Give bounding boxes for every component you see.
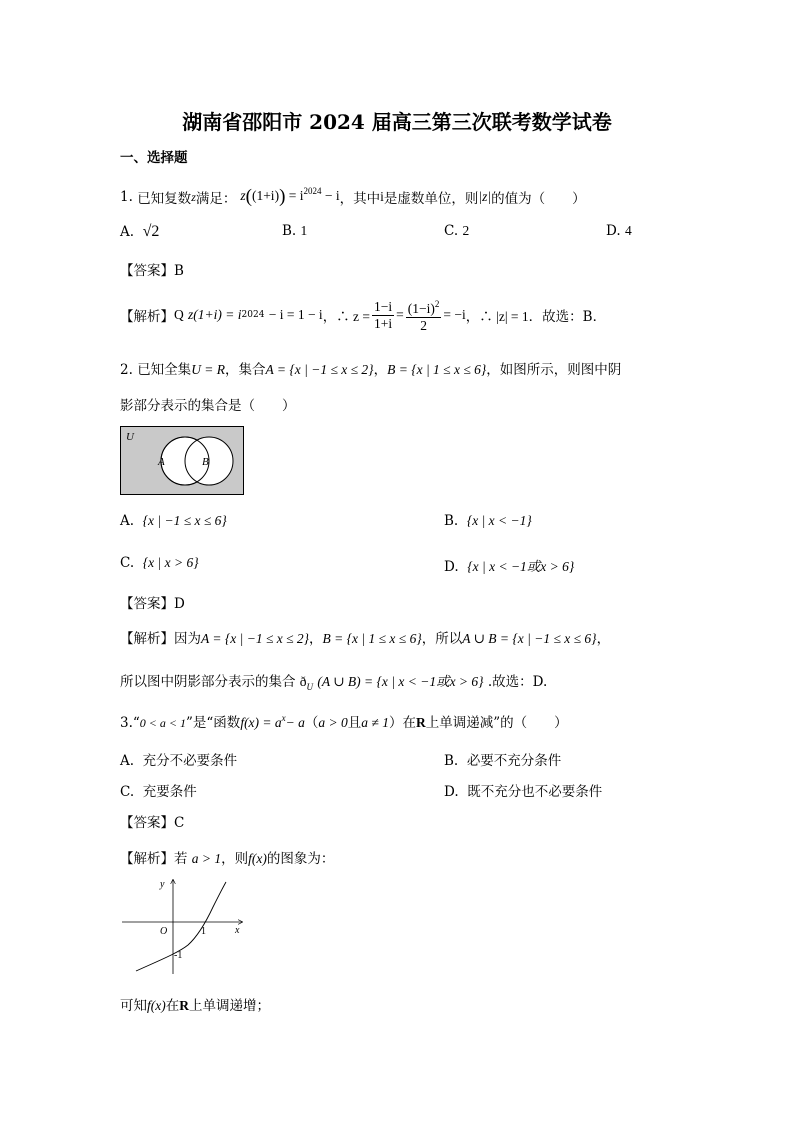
question-1-stem: 1. 已知复数 z 满足： $z((1+i)) = i^{2024} - i$ ，其中 i 是虚数单位，则 |z| 的值为（ ） <box>120 186 586 207</box>
x-axis-label: x <box>235 925 240 936</box>
paper-title: 湖南省邵阳市 2024 届高三第三次联考数学试卷 <box>182 110 612 134</box>
q3-option-b: B. 必要不充分条件 <box>444 753 562 769</box>
q2-option-b: B. {x | x < −1} <box>444 513 532 529</box>
q1-option-b: B. 1 <box>282 223 308 239</box>
q3-solution-line2: 可知f(x)在R上单调递增； <box>120 998 270 1014</box>
question-2-stem-line1: 2. 已知全集U = R，集合A = {x | −1 ≤ x ≤ 2}，B = {x | 1 ≤ x ≤ 6}，如图所示，则图中阴 <box>120 362 622 378</box>
q2-solution-line2: 所以图中阴影部分表示的集合 $ð_U$ (A ∪ B) = {x | x < −1或x > 6} .故选：D. <box>120 674 548 692</box>
q1-equation: $z((1+i)) = i^{2024} - i$ <box>240 186 340 207</box>
q3-solution-line1: 【解析】若 a > 1，则f(x)的图象为： <box>120 851 335 867</box>
q3-option-d: D. 既不充分也不必要条件 <box>444 784 603 800</box>
q2-option-d: D. {x | x < −1或x > 6} <box>444 559 575 575</box>
origin-label: O <box>160 926 168 937</box>
q3-answer: 【答案】C <box>120 815 185 831</box>
venn-label-u: U <box>126 431 134 443</box>
q2-option-c: C. {x | x > 6} <box>120 555 199 571</box>
q3-option-a: A. 充分不必要条件 <box>120 753 238 769</box>
q2-solution-line1: 【解析】因为A = {x | −1 ≤ x ≤ 2}，B = {x | 1 ≤ x ≤ 6}，所以A ∪ B = {x | −1 ≤ x ≤ 6}， <box>120 631 611 647</box>
question-2-stem-line2: 影部分表示的集合是（ ） <box>120 398 296 414</box>
q1-answer: 【答案】B <box>120 263 184 279</box>
x-tick-label: 1 <box>201 926 206 937</box>
y-tick-label: -1 <box>174 950 183 961</box>
q2-option-a: A. {x | −1 ≤ x ≤ 6} <box>120 513 227 529</box>
question-3-stem: 3.“0 < a < 1”是“函数$f(x) = a^x- a(a > 0$且a ≠ 1）在R上单调递减”的（ ） <box>120 713 568 731</box>
q1-solution: 【解析】 Q z(1+i) = i 2024 − i = 1 − i ，∴ z = $\frac{1-i}{1+i}$ = $\frac{(1-i)^2}{2}$ = −i ，∴ |z| = 1 ．故选：B． <box>120 296 606 334</box>
q1-option-a: A. √2 <box>120 223 160 240</box>
venn-diagram <box>120 426 244 495</box>
venn-label-b: B <box>202 456 209 468</box>
q2-answer: 【答案】D <box>120 596 185 612</box>
y-axis-label: y <box>160 879 165 890</box>
exponential-graph <box>118 872 248 977</box>
section-heading: 一、选择题 <box>120 150 188 166</box>
q1-option-d: D. 4 <box>606 223 632 239</box>
q3-option-c: C. 充要条件 <box>120 784 197 800</box>
venn-label-a: A <box>158 456 165 468</box>
q1-option-c: C. 2 <box>444 223 470 239</box>
